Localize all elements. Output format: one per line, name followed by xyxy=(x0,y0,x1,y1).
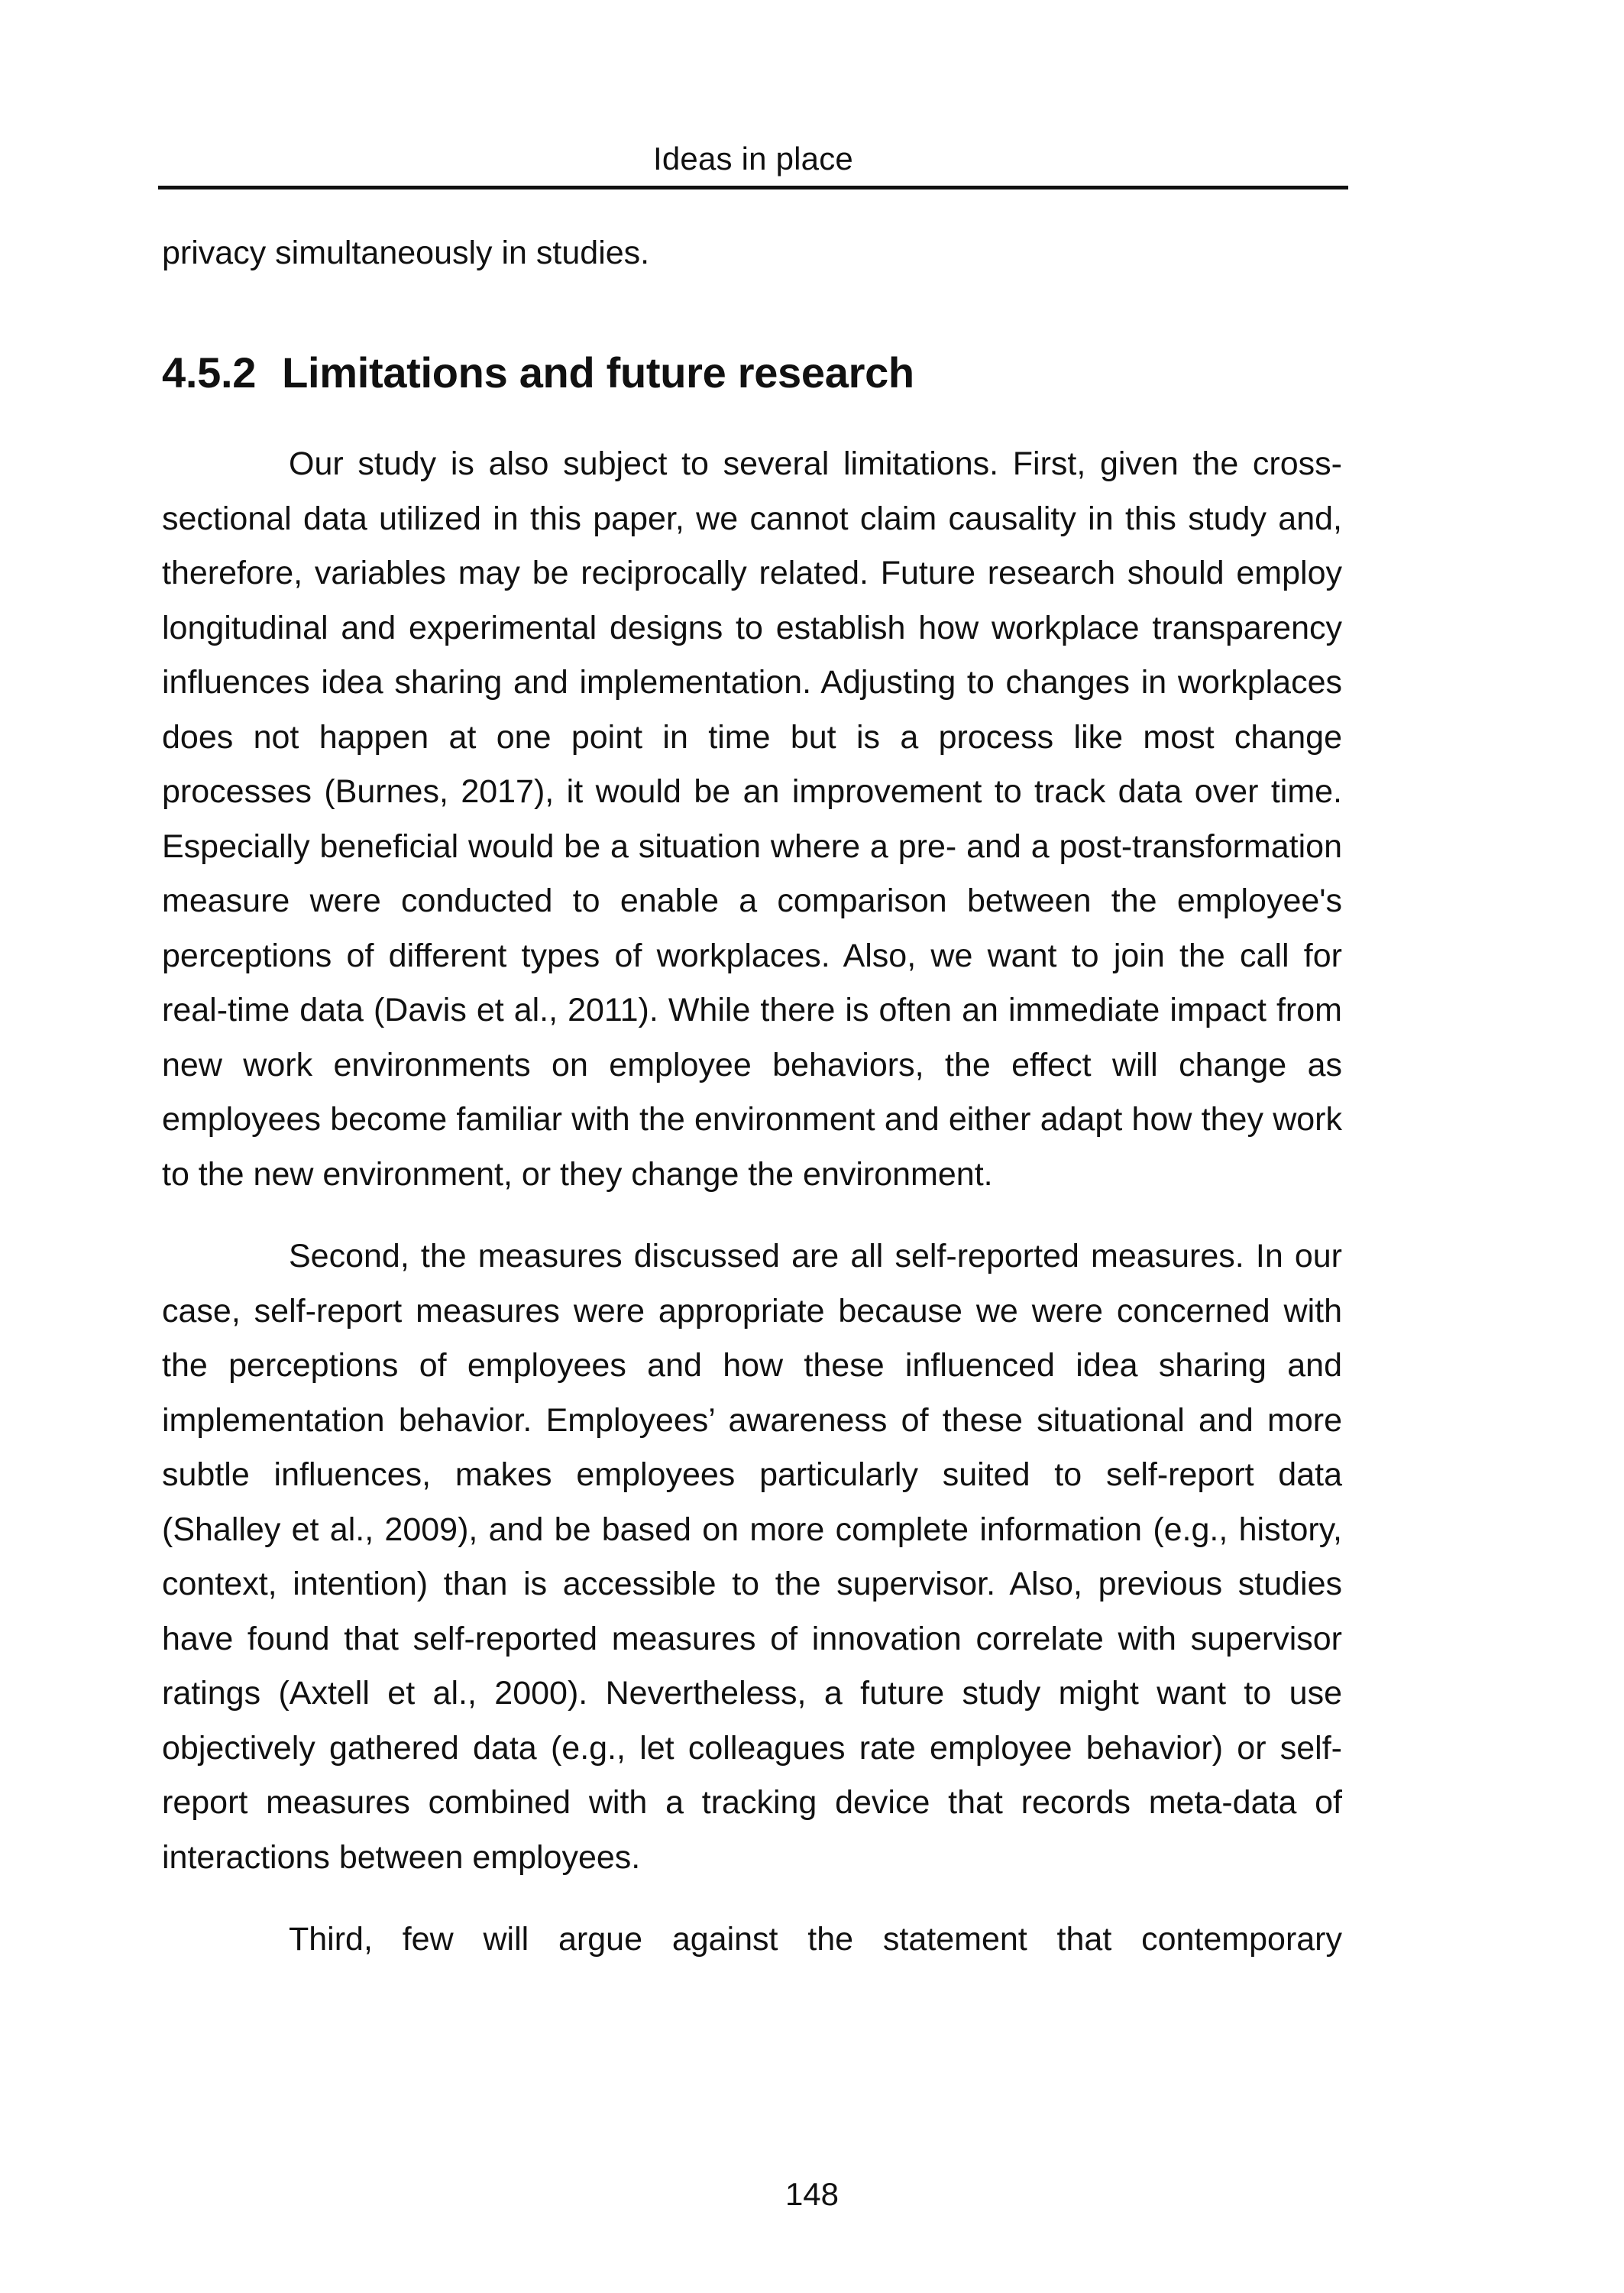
continued-paragraph: privacy simultaneously in studies. xyxy=(162,235,650,271)
paragraph-second-limitation: Second, the measures discussed are all self-reported measures. In our case, self-report measures were appropriate because we were concerned with the perceptions of employees and how these influenced idea sharing and implementation behavior. Employees’ awareness of these situational and more subtle influences, makes employees particularly suited to self-report data (Shalley et al., 2009), and be based on more complete information (e.g., history, context, intention) than is accessible to the supervisor. Also, previous studies have found that self-reported measures of innovation correlate with supervisor ratings (Axtell et al., 2000). Nevertheless, a future study might want to use objectively gathered data (e.g., let colleagues rate employee behavior) or self-report measures combined with a tracking device that records meta-data of interactions between employees. xyxy=(162,1238,1342,1876)
section-number: 4.5.2 xyxy=(162,348,257,397)
page-number: 148 xyxy=(785,2176,839,2212)
header-rule xyxy=(158,186,1348,189)
paragraph-third-limitation: Third, few will argue against the statement that contemporary xyxy=(289,1921,1342,1958)
continued-text-block xyxy=(162,226,1342,281)
section-heading xyxy=(162,346,914,400)
running-header-title: Ideas in place xyxy=(653,141,853,177)
paragraph-first-limitation: Our study is also subject to several limitations. First, given the cross-sectional data utilized in this paper, we cannot claim causality in this study and, therefore, variables may be reciprocally related. Future research should employ longitudinal and experimental designs to establish how workplace transparency influences idea sharing and implementation. Adjusting to changes in workplaces does not happen at one point in time but is a process like most change processes (Burnes, 2017), it would be an improvement to track data over time. Especially beneficial would be a situation where a pre- and a post-transformation measure were conducted to enable a comparison between the employee's perceptions of different types of workplaces. Also, we want to join the call for real-time data (Davis et al., 2011). While there is often an immediate impact from new work environments on employee behaviors, the effect will change as employees become familiar with the environment and either adapt how they work to the new environment, or they change the environment. xyxy=(162,445,1342,1193)
section-title: Limitations and future research xyxy=(282,348,914,397)
section-body xyxy=(162,437,1342,1968)
